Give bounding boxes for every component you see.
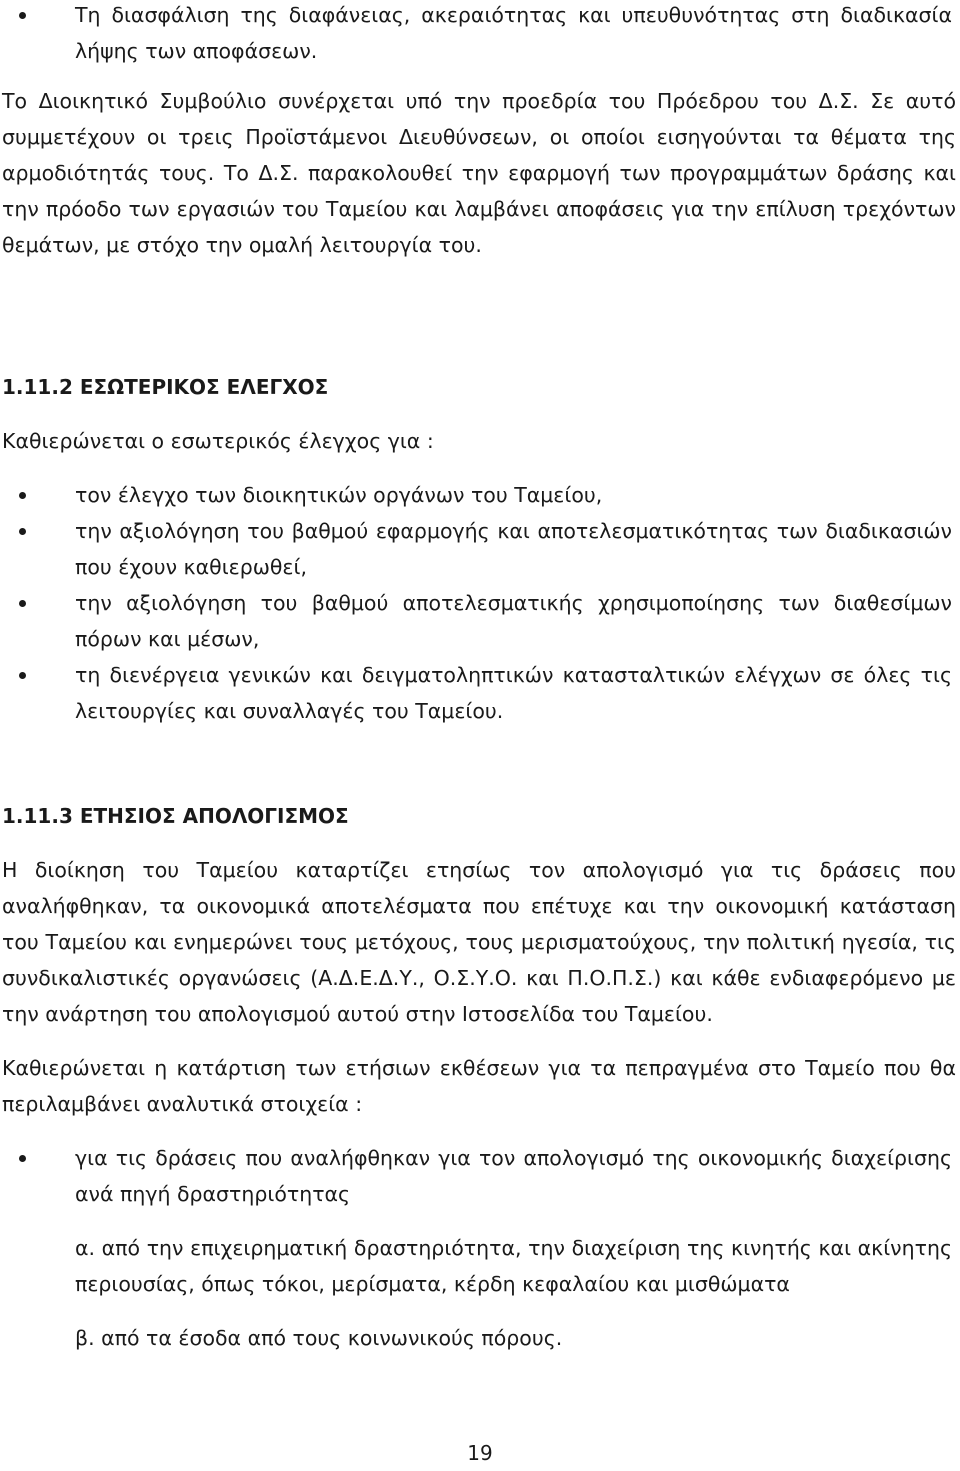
bullet-icon xyxy=(19,600,26,607)
sub-item-b: β. από τα έσοδα από τους κοινωνικούς πόρους. xyxy=(75,1326,563,1350)
top-bullet-block xyxy=(2,0,956,69)
list-item xyxy=(2,477,956,513)
list-item xyxy=(2,0,956,69)
list-item xyxy=(2,1140,956,1212)
bullet-icon xyxy=(19,492,26,499)
bullet-text: Τη διασφάλιση της διαφάνειας, ακεραιότητας και υπευθυνότητας στη διαδικασία λήψης των αποφάσεων. xyxy=(75,3,952,63)
sub-item-a: α. από την επιχειρηματική δραστηριότητα, την διαχείριση της κινητής και ακίνητης περιουσίας, όπως τόκοι, μερίσματα, κέρδη κεφαλαίου και μισθώματα xyxy=(75,1236,952,1296)
bullet-icon xyxy=(19,1155,26,1162)
bullet-icon xyxy=(19,672,26,679)
list-item xyxy=(2,657,956,729)
bullet-icon xyxy=(19,528,26,535)
page-number: 19 xyxy=(467,1441,493,1465)
annual-report-section xyxy=(2,798,956,1356)
bullet-text: τη διενέργεια γενικών και δειγματοληπτικών κατασταλτικών ελέγχων σε όλες τις λειτουργίες και συναλλαγές του Ταμείου. xyxy=(75,663,952,723)
bullet-text: την αξιολόγηση του βαθμού εφαρμογής και αποτελεσματικότητας των διαδικασιών που έχουν καθιερωθεί, xyxy=(75,519,952,579)
annual-paragraph-1: Η διοίκηση του Ταμείου καταρτίζει ετησίως τον απολογισμό για τις δράσεις που αναλήφθηκαν, τα οικονομικά αποτελέσματα που επέτυχε και την οικονομική κατάσταση του Ταμείου και ενημερώνει τους μετόχους, τους μερισματούχους, την πολιτική ηγεσία, τις συνδικαλιστικές οργανώσεις (Α.Δ.Ε.Δ.Υ., Ο.Σ.Υ.Ο. και Π.Ο.Π.Σ.) και κάθε ενδιαφερόμενο με την ανάρτηση του απολογισμού αυτού στην Ιστοσελίδα του Ταμείου. xyxy=(2,858,956,1026)
internal-control-section xyxy=(2,369,956,729)
bullet-text: την αξιολόγηση του βαθμού αποτελεσματικής χρησιμοποίησης των διαθεσίμων πόρων και μέσων, xyxy=(75,591,952,651)
board-paragraph: Το Διοικητικό Συμβούλιο συνέρχεται υπό την προεδρία του Πρόεδρου του Δ.Σ. Σε αυτό συμμετέχουν οι τρεις Προϊστάμενοι Διευθύνσεων, οι οποίοι εισηγούνται τα θέματα της αρμοδιότητάς τους. Το Δ.Σ. παρακολουθεί την εφαρμογή των προγραμμάτων δράσης και την πρόοδο των εργασιών του Ταμείου και λαμβάνει αποφάσεις για την επίλυση τρεχόντων θεμάτων, με στόχο την ομαλή λειτουργία του. xyxy=(2,89,956,257)
list-item xyxy=(2,585,956,657)
section-heading: 1.11.3 ΕΤΗΣΙΟΣ ΑΠΟΛΟΓΙΣΜΟΣ xyxy=(2,804,349,828)
section-intro: Καθιερώνεται ο εσωτερικός έλεγχος για : xyxy=(2,429,434,453)
internal-control-list xyxy=(2,477,956,729)
list-item xyxy=(2,513,956,585)
bullet-icon xyxy=(19,12,26,19)
board-paragraph-block xyxy=(2,83,956,263)
bullet-text: τον έλεγχο των διοικητικών οργάνων του Ταμείου, xyxy=(75,483,603,507)
bullet-text: για τις δράσεις που αναλήφθηκαν για τον απολογισμό της οικονομικής διαχείρισης ανά πηγή δραστηριότητας xyxy=(75,1146,952,1206)
section-heading: 1.11.2 ΕΣΩΤΕΡΙΚΟΣ ΕΛΕΓΧΟΣ xyxy=(2,375,329,399)
annual-report-list xyxy=(2,1140,956,1212)
annual-paragraph-2: Καθιερώνεται η κατάρτιση των ετήσιων εκθέσεων για τα πεπραγμένα στο Ταμείο που θα περιλαμβάνει αναλυτικά στοιχεία : xyxy=(2,1056,956,1116)
